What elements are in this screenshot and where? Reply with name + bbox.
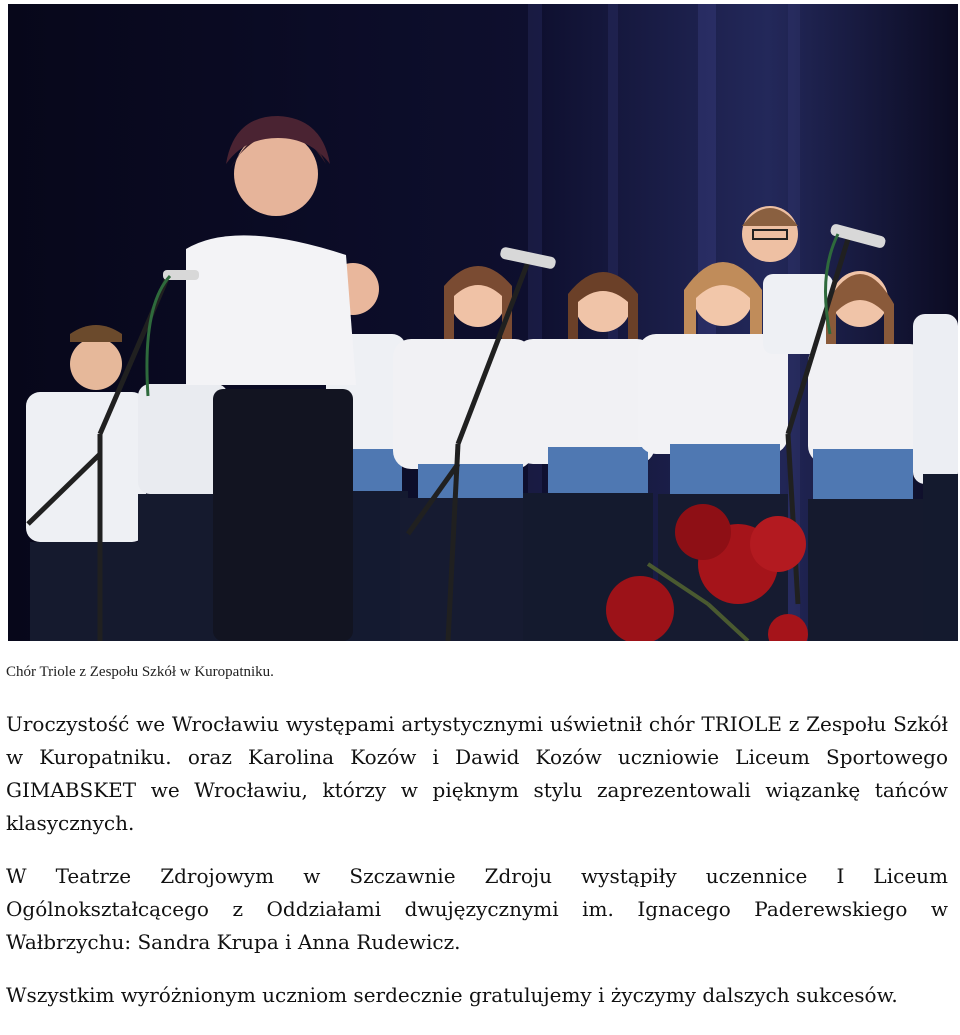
article-paragraph: Uroczystość we Wrocławiu występami artystycznymi uświetnił chór TRIOLE z Zespołu Szkół w Kuropatniku. oraz Karolina Kozów i Dawid Kozów uczniowie Liceum Sportowego GIMABSKET we Wrocławiu, którzy w pięknym stylu zaprezentowali wiązankę tańców klasycznych.	[6, 712, 948, 835]
article-paragraph: W Teatrze Zdrojowym w Szczawnie Zdroju wystąpiły uczennice I Liceum Ogólnokształcącego z Oddziałami dwujęzycznymi im. Ignacego Paderewskiego w Wałbrzychu: Sandra Krupa i Anna Rudewicz.	[6, 864, 948, 954]
choir-photo-illustration	[8, 4, 958, 641]
choir-photo	[8, 4, 958, 641]
article-paragraph: Wszystkim wyróżnionym uczniom serdecznie gratulujemy i życzymy dalszych sukcesów.	[6, 983, 898, 1007]
photo-caption: Chór Triole z Zespołu Szkół w Kuropatniku.	[6, 664, 274, 680]
